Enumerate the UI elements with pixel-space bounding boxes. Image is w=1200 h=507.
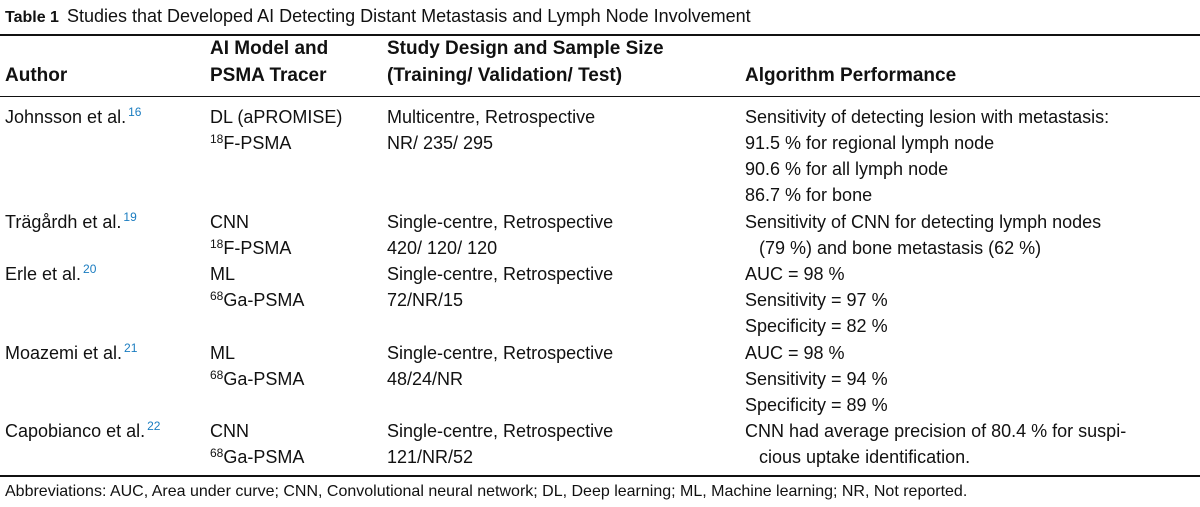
table-row-design — [387, 340, 613, 392]
study-design: Single-centre, Retrospective — [387, 264, 614, 284]
table-row-author — [5, 418, 160, 444]
performance-line: cious uptake identification. — [759, 447, 971, 467]
tracer-isotope: 18 — [210, 132, 224, 146]
performance-line: 90.6 % for all lymph node — [745, 159, 949, 179]
reference-link[interactable]: 20 — [83, 262, 97, 276]
tracer-isotope: 18 — [210, 237, 224, 251]
tracer-name: F-PSMA — [223, 133, 292, 153]
performance-line: Specificity = 89 % — [745, 395, 888, 415]
tracer-name: Ga-PSMA — [223, 447, 305, 467]
table-row-model — [210, 340, 304, 392]
table-row-author — [5, 209, 137, 235]
sample-size: 420/ 120/ 120 — [387, 238, 498, 258]
performance-line: 91.5 % for regional lymph node — [745, 133, 995, 153]
tracer — [210, 235, 291, 261]
model-name: CNN — [210, 212, 249, 232]
performance-line: Sensitivity of CNN for detecting lymph nodes — [745, 212, 1102, 232]
table-row-design — [387, 418, 613, 470]
table-footnote: Abbreviations: AUC, Area under curve; CNN, Convolutional neural network; DL, Deep learning; ML, Machine learning; NR, Not reported. — [5, 483, 968, 500]
performance-line: Sensitivity of detecting lesion with metastasis: — [745, 107, 1110, 127]
performance-line: AUC = 98 % — [745, 264, 845, 284]
table-row-author — [5, 104, 141, 130]
performance-line: CNN had average precision of 80.4 % for suspi- — [745, 421, 1127, 441]
reference-link[interactable]: 19 — [123, 210, 137, 224]
study-design: Single-centre, Retrospective — [387, 421, 614, 441]
tracer — [210, 130, 342, 156]
table-row-performance — [745, 209, 1101, 261]
performance-line: Specificity = 82 % — [745, 316, 888, 336]
sample-size: 72/NR/15 — [387, 290, 464, 310]
sample-size: NR/ 235/ 295 — [387, 133, 494, 153]
table-caption — [5, 4, 751, 28]
table-row-author — [5, 261, 96, 287]
header-model-line2: PSMA Tracer — [210, 65, 327, 86]
performance-line: (79 %) and bone metastasis (62 %) — [759, 238, 1042, 258]
table-row-model — [210, 104, 342, 156]
header-design-line1: Study Design and Sample Size — [387, 38, 664, 59]
model-name: ML — [210, 264, 236, 284]
performance-line: Sensitivity = 97 % — [745, 290, 888, 310]
model-name: CNN — [210, 421, 249, 441]
header-model — [210, 35, 328, 89]
table-row-performance — [745, 104, 1109, 208]
header-rule — [0, 96, 1200, 97]
reference-link[interactable]: 16 — [128, 105, 142, 119]
table-label: Table 1 — [5, 9, 59, 26]
table-row-model — [210, 209, 291, 261]
tracer-isotope: 68 — [210, 289, 224, 303]
sample-size: 121/NR/52 — [387, 447, 474, 467]
table-row-performance — [745, 340, 888, 418]
model-name: ML — [210, 343, 236, 363]
tracer-isotope: 68 — [210, 368, 224, 382]
tracer — [210, 366, 304, 392]
author-name: Trägårdh et al. — [5, 212, 122, 232]
performance-line: AUC = 98 % — [745, 343, 845, 363]
table-row-model — [210, 418, 304, 470]
performance-line: 86.7 % for bone — [745, 185, 873, 205]
table-row-design — [387, 209, 613, 261]
table-title: Studies that Developed AI Detecting Distant Metastasis and Lymph Node Involvement — [66, 6, 751, 26]
tracer — [210, 444, 304, 470]
table-row-model — [210, 261, 304, 313]
tracer — [210, 287, 304, 313]
tracer-name: Ga-PSMA — [223, 369, 305, 389]
study-design: Single-centre, Retrospective — [387, 343, 614, 363]
tracer-isotope: 68 — [210, 446, 224, 460]
table-row-design — [387, 261, 613, 313]
study-design: Single-centre, Retrospective — [387, 212, 614, 232]
model-name: DL (aPROMISE) — [210, 107, 343, 127]
author-name: Johnsson et al. — [5, 107, 127, 127]
header-performance: Algorithm Performance — [745, 65, 957, 86]
header-design — [387, 35, 664, 89]
sample-size: 48/24/NR — [387, 369, 464, 389]
author-name: Capobianco et al. — [5, 421, 146, 441]
header-design-line2: (Training/ Validation/ Test) — [387, 65, 623, 86]
table-row-author — [5, 340, 137, 366]
tracer-name: Ga-PSMA — [223, 290, 305, 310]
study-design: Multicentre, Retrospective — [387, 107, 596, 127]
tracer-name: F-PSMA — [223, 238, 292, 258]
table-row-performance — [745, 261, 888, 339]
performance-line: Sensitivity = 94 % — [745, 369, 888, 389]
bottom-rule — [0, 475, 1200, 477]
author-name: Erle et al. — [5, 264, 82, 284]
header-author: Author — [5, 65, 68, 86]
reference-link[interactable]: 21 — [124, 341, 138, 355]
reference-link[interactable]: 22 — [147, 419, 161, 433]
table-row-performance — [745, 418, 1126, 470]
table-row-design — [387, 104, 595, 156]
header-model-line1: AI Model and — [210, 38, 329, 59]
author-name: Moazemi et al. — [5, 343, 123, 363]
